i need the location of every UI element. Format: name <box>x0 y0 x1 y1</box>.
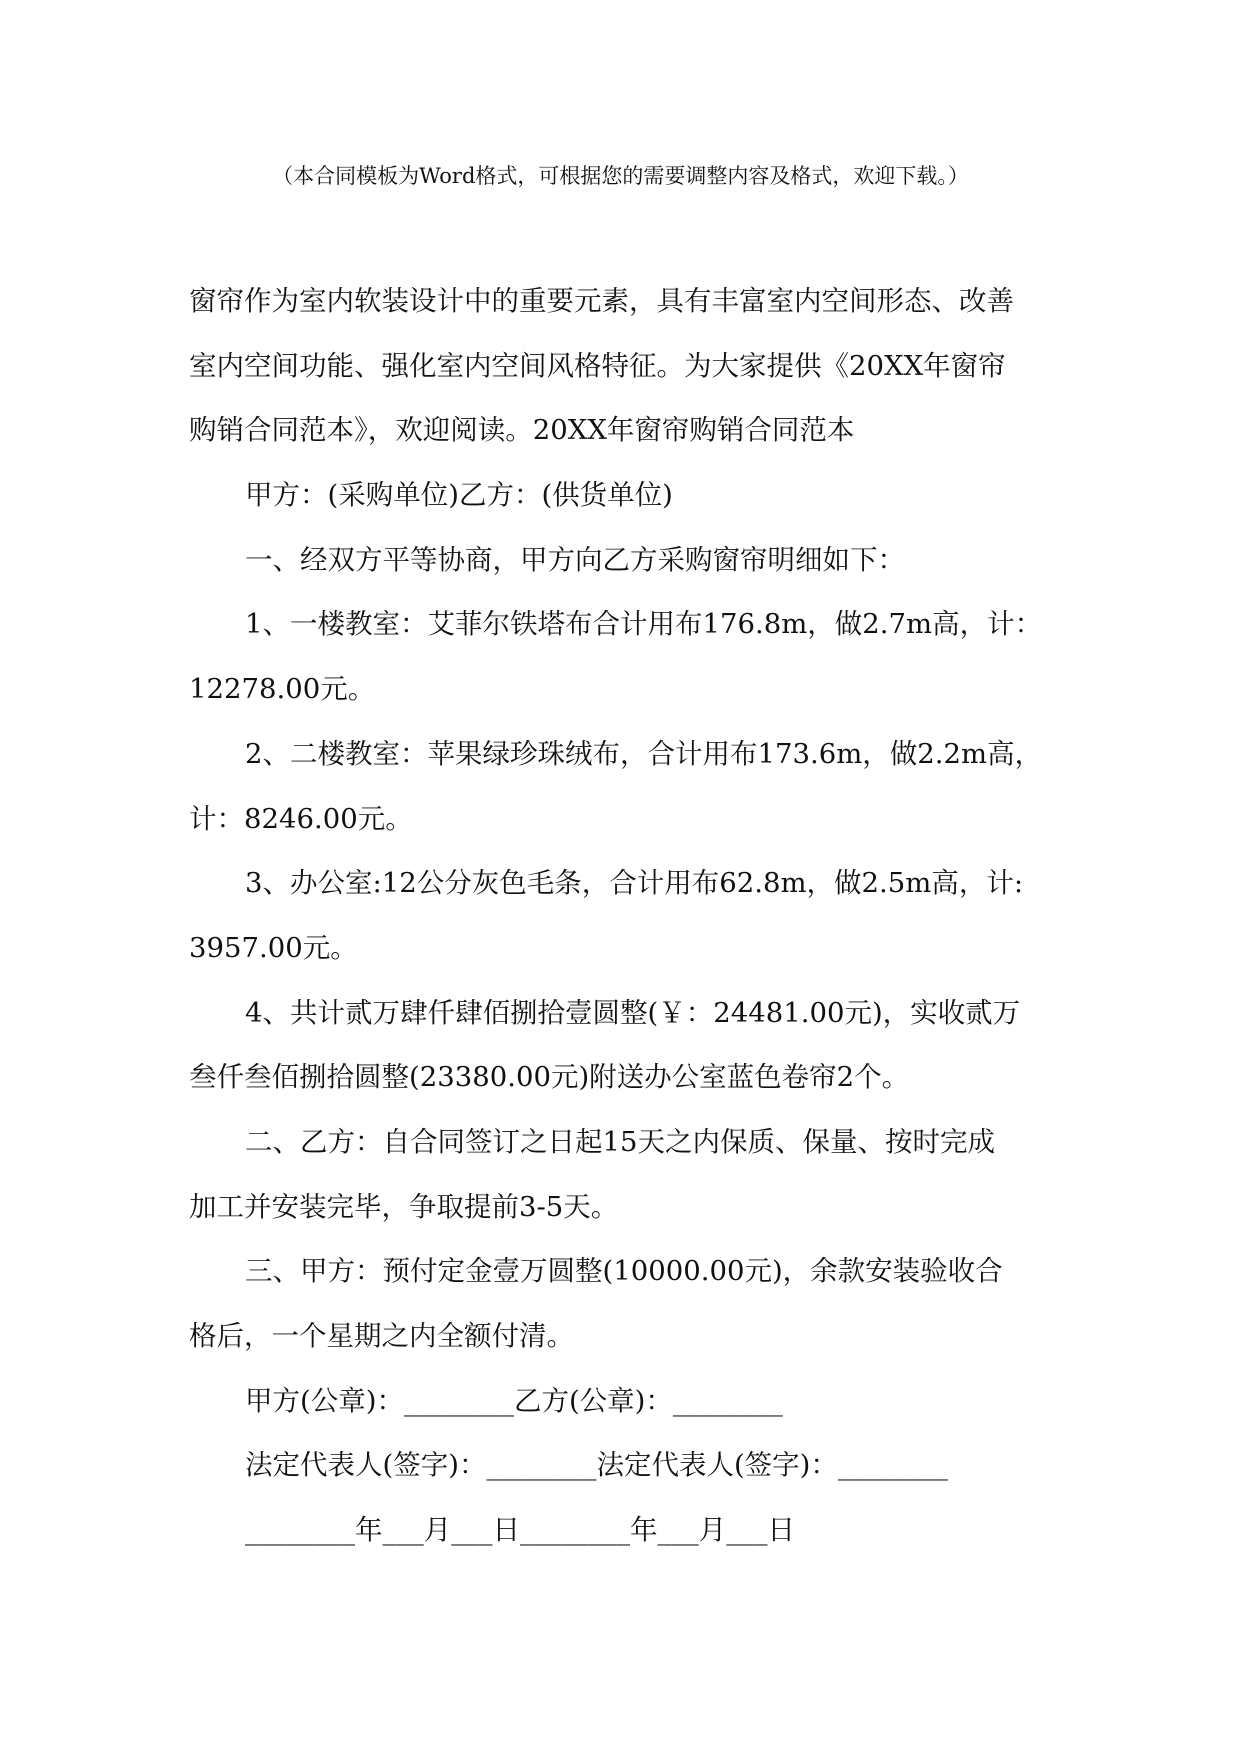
item-3-line-1: 3、办公室:12公分灰色毛条，合计用布62.8m，做2.5m高，计: <box>245 867 1024 900</box>
date-line: ________年___月___日________年___月___日 <box>245 1514 795 1547</box>
template-note: （本合同模板为Word格式，可根据您的需要调整内容及格式，欢迎下载。） <box>272 164 969 188</box>
representative-signature-line: 法定代表人(签字)：________法定代表人(签字)：________ <box>245 1449 948 1482</box>
item-2-line-2: 计：8246.00元。 <box>189 802 413 835</box>
clause-3-line-2: 格后，一个星期之内全额付清。 <box>189 1320 574 1352</box>
clause-3-line-1: 三、甲方：预付定金壹万圆整(10000.00元)，余款安装验收合 <box>245 1255 1003 1288</box>
item-1-line-2: 12278.00元。 <box>189 673 376 706</box>
intro-line-3: 购销合同范本》，欢迎阅读。20XX年窗帘购销合同范本 <box>189 414 855 447</box>
clause-2-line-2: 加工并安装完毕，争取提前3-5天。 <box>189 1190 619 1223</box>
item-1-line-1: 1、一楼教室：艾菲尔铁塔布合计用布176.8m，做2.7m高，计： <box>245 608 1043 641</box>
item-4-line-2: 叁仟叁佰捌拾圆整(23380.00元)附送办公室蓝色卷帘2个。 <box>189 1061 910 1094</box>
parties-line: 甲方：(采购单位)乙方：(供货单位) <box>245 479 673 512</box>
contract-body <box>189 269 1069 1563</box>
clause-2-line-1: 二、乙方：自合同签订之日起15天之内保质、保量、按时完成 <box>245 1125 995 1158</box>
seal-line: 甲方(公章)：________乙方(公章)：________ <box>245 1384 783 1417</box>
intro-line-1: 窗帘作为室内软装设计中的重要元素，具有丰富室内空间形态、改善 <box>189 285 1014 317</box>
item-3-line-2: 3957.00元。 <box>189 931 358 964</box>
intro-line-2: 室内空间功能、强化室内空间风格特征。为大家提供《20XX年窗帘 <box>189 349 1006 382</box>
item-4-line-1: 4、共计贰万肆仟肆佰捌拾壹圆整(￥：24481.00元)，实收贰万 <box>245 996 1021 1029</box>
clause-1-heading: 一、经双方平等协商，甲方向乙方采购窗帘明细如下： <box>245 543 905 576</box>
item-2-line-1: 2、二楼教室：苹果绿珍珠绒布，合计用布173.6m，做2.2m高， <box>245 737 1043 770</box>
